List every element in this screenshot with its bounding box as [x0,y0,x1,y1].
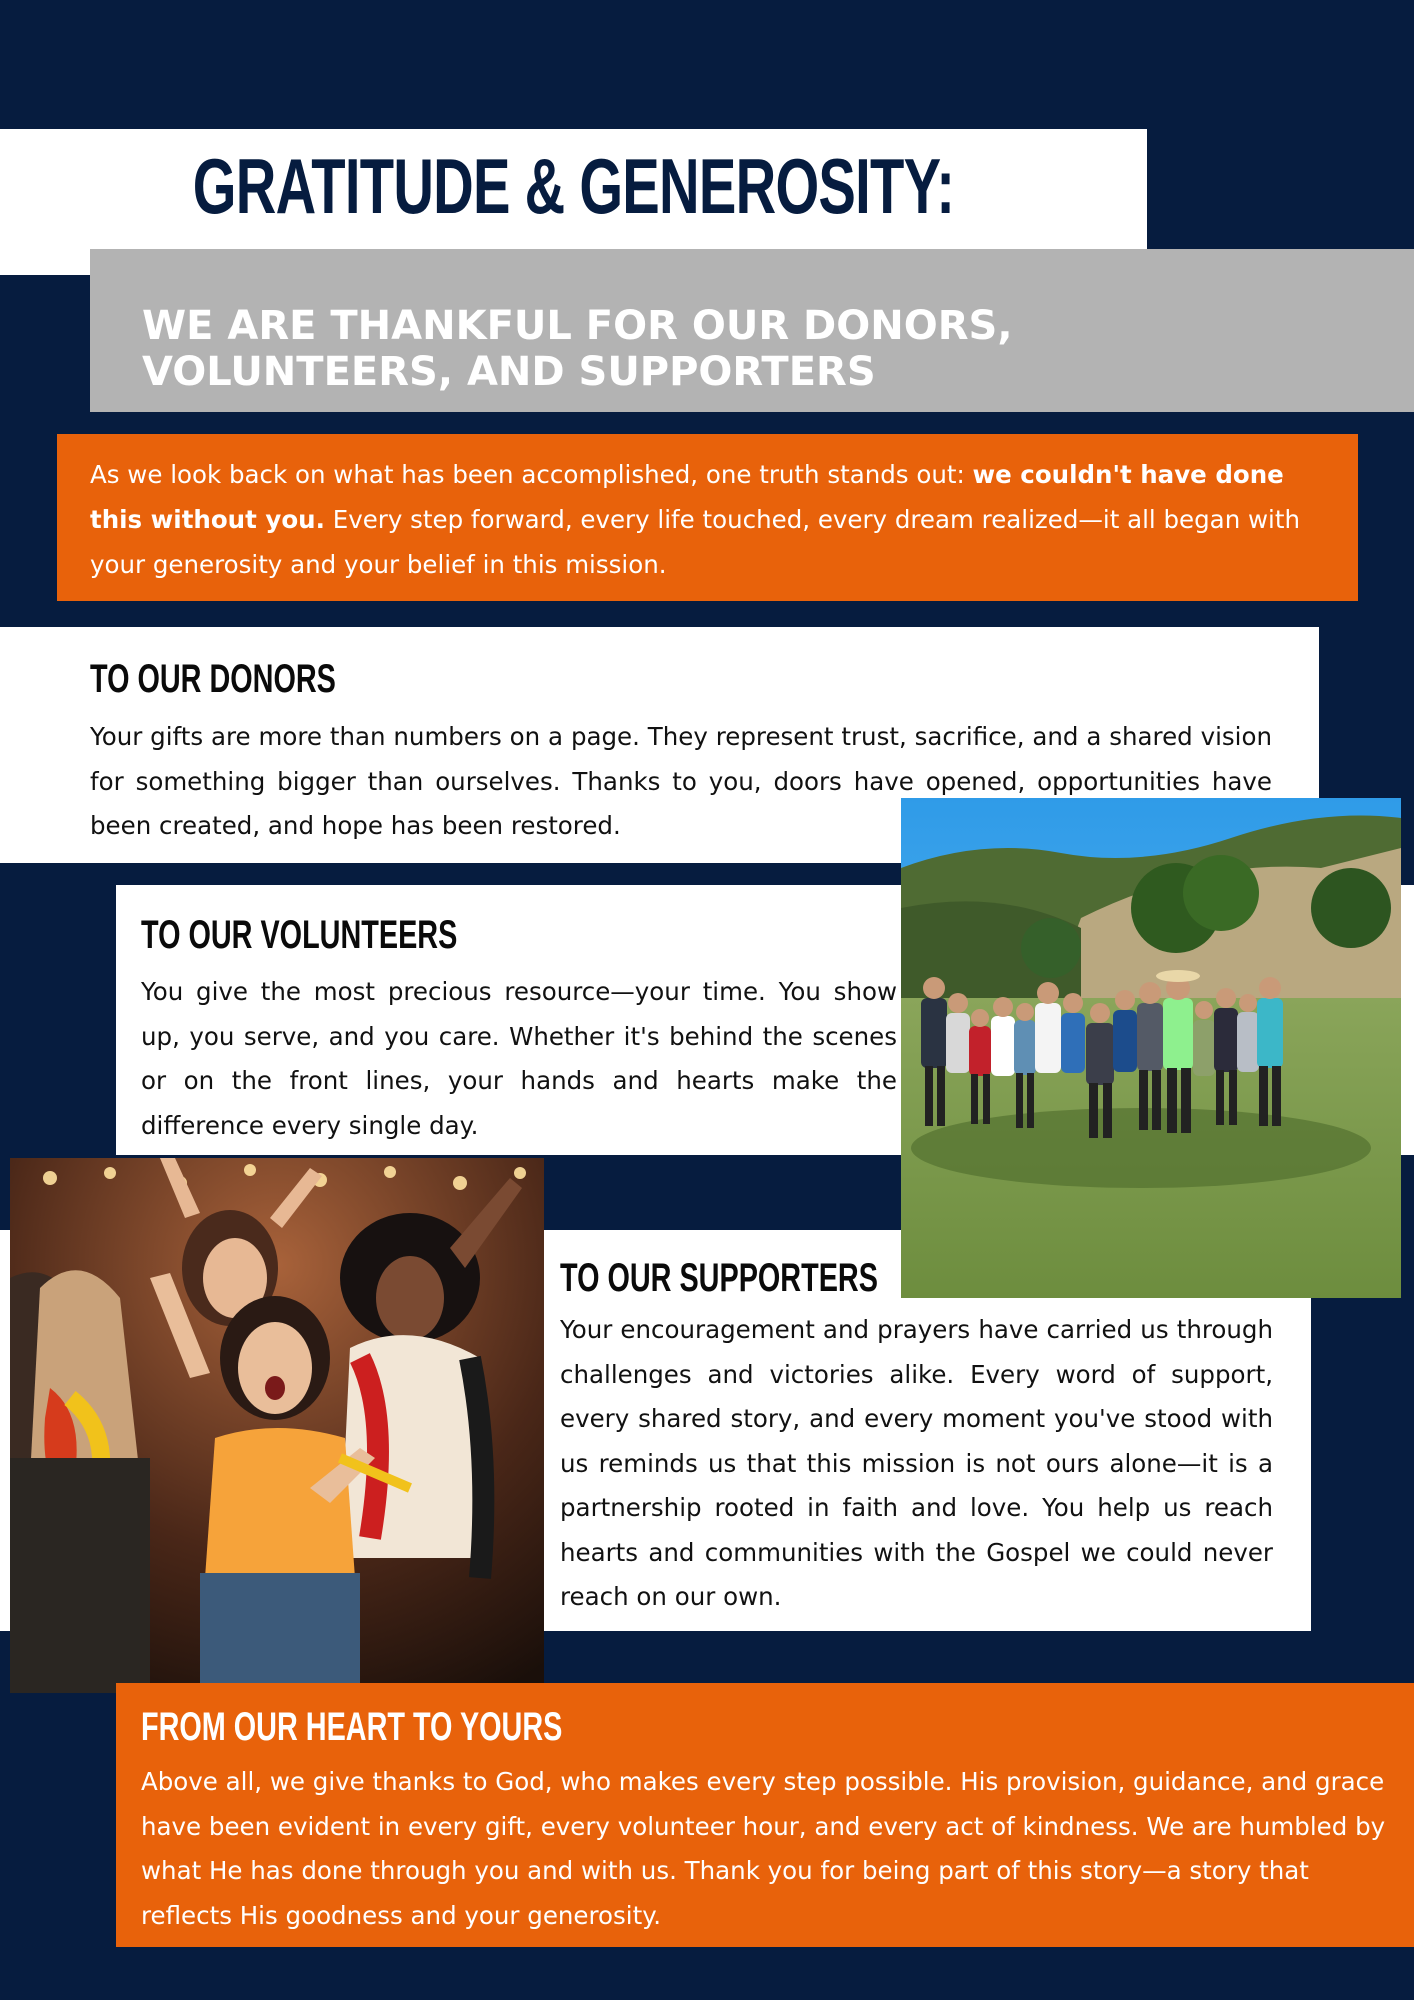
intro-lead: As we look back on what has been accomplished, one truth stands out: [90,460,973,489]
volunteers-heading: TO OUR VOLUNTEERS [141,913,458,957]
heart-heading: FROM OUR HEART TO YOURS [141,1705,563,1749]
page-title: GRATITUDE & GENEROSITY: [192,142,955,230]
donors-body: Your gifts are more than numbers on a page. They represent trust, sacrifice, and a shared vision for something bigger than ourselves. Thanks to you, doors have opened, opportunities have been created, and hope has been restored. [90,722,1272,840]
intro-panel [57,434,1358,601]
subtitle-banner [90,249,1414,412]
intro-paragraph [90,452,1330,587]
page-subtitle [142,303,1242,395]
donors-heading: TO OUR DONORS [90,657,336,701]
heart-section [116,1683,1414,1947]
supporters-heading: TO OUR SUPPORTERS [560,1256,878,1300]
heart-body: Above all, we give thanks to God, who makes every step possible. His provision, guidance, and grace have been evident in every gift, every volunteer hour, and every act of kindness. We are humbled by what He has done through you and with us. Thank you for being part of this story—a story that reflects His goodness and your generosity. [141,1767,1386,1930]
cheering-fans-photo [10,1158,544,1693]
intro-bold: we couldn't have done this without you. [90,460,1284,534]
volunteers-body: You give the most precious resource—your time. You show up, you serve, and you care. Whether it's behind the scenes or on the front lines, your hands and hearts make the difference every single day. [141,977,897,1140]
group-circle-photo [901,798,1401,1298]
intro-rest: Every step forward, every life touched, every dream realized—it all began with your generosity and your belief in this mission. [90,505,1300,579]
subtitle-line-2: VOLUNTEERS, AND SUPPORTERS [142,349,876,395]
subtitle-line-1: WE ARE THANKFUL FOR OUR DONORS, [142,303,1013,349]
supporters-body: Your encouragement and prayers have carried us through challenges and victories alike. Every word of support, every shared story, and every moment you've stood with us reminds us that this mission is not ours alone—it is a partnership rooted in faith and love. You help us reach hearts and communities with the Gospel we could never reach on our own. [560,1315,1273,1611]
